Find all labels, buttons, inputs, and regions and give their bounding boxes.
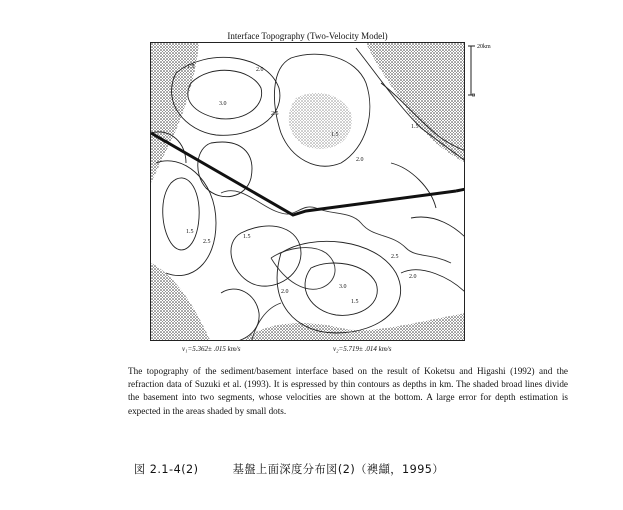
- contour-label: 3.0: [219, 101, 227, 107]
- figure-title: Interface Topography (Two-Velocity Model): [227, 31, 388, 41]
- caption-text: The topography of the sediment/basement interface based on the result of Koketsu and Higashi (1992) and the refraction data of Suzuki et al. (1993). It is espressed by thin contours as depths in km. The shaded broad lines divide the basement into two segments, whose velocities are shown at the bottom. A large error for depth estimation is expected in the areas shaded by small dots.: [128, 366, 568, 416]
- contour-label: 2.0: [356, 157, 364, 163]
- figure-label-title: 基盤上面深度分布図(2)（襖纈，1995）: [232, 463, 445, 476]
- dotted-region-southwest: [151, 263, 211, 341]
- figure-label: [134, 461, 444, 477]
- contour-label: 3.0: [339, 284, 347, 290]
- contour-label: 2.0: [409, 274, 417, 280]
- dotted-region-center: [289, 93, 352, 149]
- contour-label: 1.5: [186, 229, 194, 235]
- contour-label: 2.5: [271, 111, 279, 117]
- segment-boundary-east: [456, 189, 465, 191]
- contour-label: 1.5: [351, 299, 359, 305]
- dotted-region-northeast: [366, 43, 465, 163]
- contour-label: 1.5: [187, 64, 195, 70]
- scale-bottom-label: 0: [472, 93, 475, 99]
- velocity-segment-1: v₁=5.362± .015 km/s: [182, 345, 241, 353]
- figure-caption: [128, 365, 568, 418]
- contour-label: 2.5: [203, 239, 211, 245]
- contour-label: 2.0: [256, 67, 264, 73]
- coastline: [221, 191, 451, 341]
- contour-map: [150, 42, 465, 341]
- contour-label: 2.5: [391, 254, 399, 260]
- scale-bar: [467, 45, 507, 101]
- scale-top-label: 20km: [477, 44, 491, 50]
- contour-map-graphic: [151, 43, 465, 341]
- figure-number: 図 2.1-4(2): [134, 463, 199, 476]
- contour-label: 1.5: [243, 234, 251, 240]
- contour-label: 1.5: [331, 132, 339, 138]
- dotted-region-south: [241, 313, 465, 341]
- contour-label: 2.0: [281, 289, 289, 295]
- velocity-segment-2: v₂=5.719± .014 km/s: [333, 345, 392, 353]
- contour-label: 1.5: [411, 124, 419, 130]
